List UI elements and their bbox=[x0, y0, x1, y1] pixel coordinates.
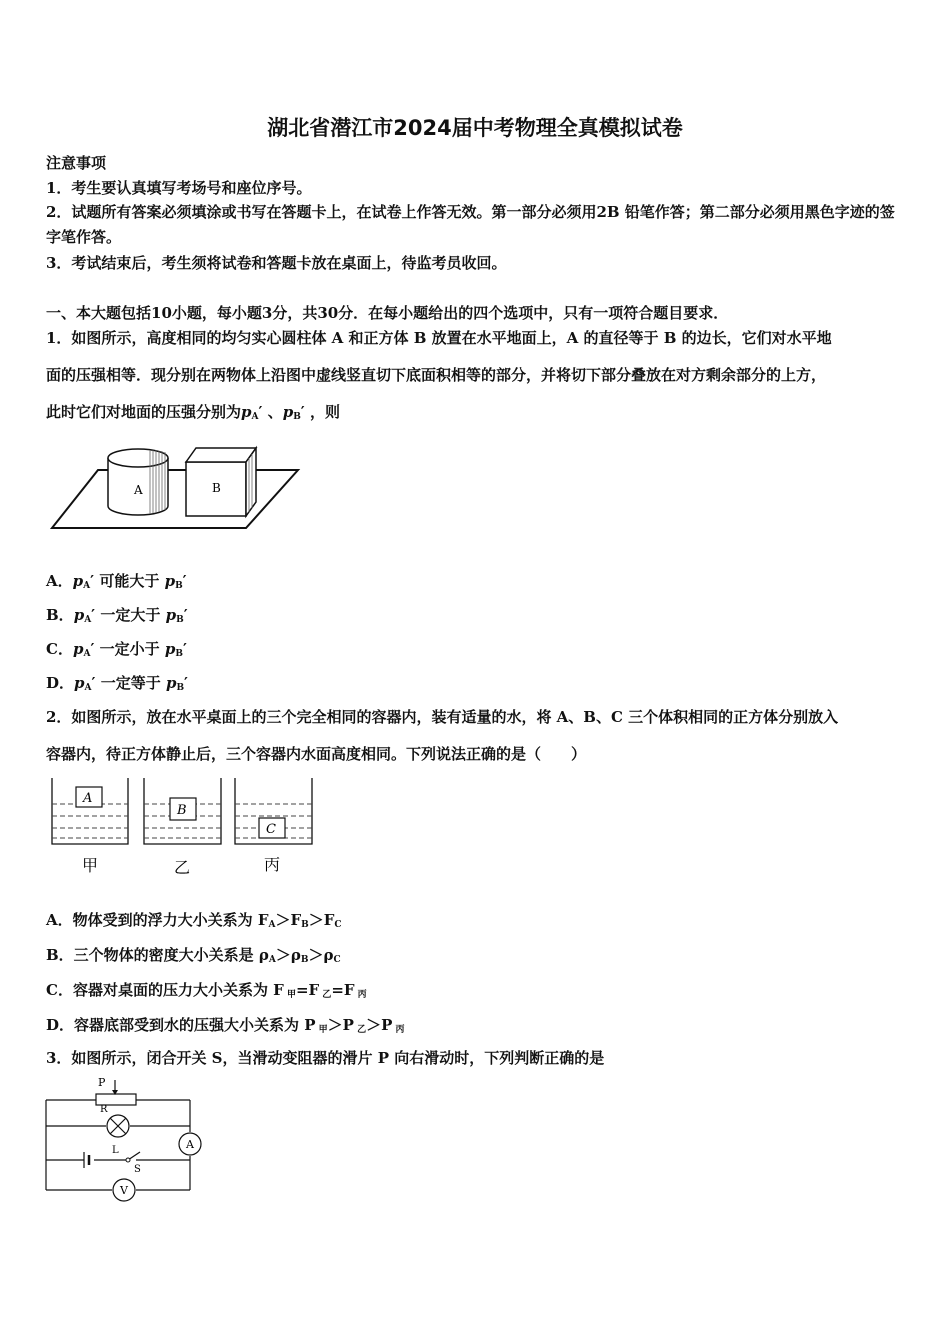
q3-label-l: L bbox=[112, 1145, 119, 1156]
q3-stem: 3．如图所示，闭合开关 S，当滑动变阻器的滑片 P 向右滑动时，下列判断正确的是 bbox=[46, 1049, 605, 1067]
q2-block-a: A bbox=[83, 791, 93, 806]
q1-stem-line: 1．如图所示，高度相同的均匀实心圆柱体 A 和正方体 B 放置在水平地面上，A 的直径等于 B 的边长，它们对水平地 bbox=[46, 329, 832, 347]
q3-label-p: P bbox=[98, 1076, 106, 1089]
q1-stem-line: 面的压强相等．现分别在两物体上沿图中虚线竖直切下底面积相等的部分，并将切下部分叠放在对方剩余部分的上方， bbox=[46, 366, 827, 384]
notice-item: 3．考试结束后，考生须将试卷和答题卡放在桌面上，待监考员收回。 bbox=[46, 254, 507, 272]
q3-label-s: S bbox=[134, 1164, 141, 1175]
q2-label-jia: 甲 bbox=[82, 856, 99, 875]
notice-heading: 注意事项 bbox=[46, 154, 107, 172]
ammeter-label: A bbox=[186, 1138, 194, 1151]
q1-fig-label-a: A bbox=[134, 483, 143, 497]
q2-option-b: B．三个物体的密度大小关系是 $\rho_A>\rho_B>\rho_C$ bbox=[46, 946, 341, 965]
q2-option-d: D．容器底部受到水的压强大小关系为 P $_甲$＞P $_乙$＞P $_丙$ bbox=[46, 1016, 405, 1035]
q2-stem-line: 容器内，待正方体静止后，三个容器内水面高度相同。下列说法正确的是（ ） bbox=[46, 745, 587, 763]
q2-stem-line: 2．如图所示，放在水平桌面上的三个完全相同的容器内，装有适量的水，将 A、B、C 三个体积相同的正方体分别放入 bbox=[46, 708, 839, 726]
q1-fig-label-b: B bbox=[212, 481, 221, 495]
q1-figure bbox=[46, 440, 306, 532]
q1-option-a: A．$p_A'$ 可能大于 $p_B'$ bbox=[46, 572, 187, 591]
page-title: 湖北省潜江市2024届中考物理全真模拟试卷 bbox=[267, 116, 683, 140]
notice-item: 2．试题所有答案必须填涂或书写在答题卡上，在试卷上作答无效。第一部分必须用2B 铅笔作答；第二部分必须用黑色字迹的签字笔作答。 bbox=[46, 203, 895, 246]
q1-stem-line: 此时它们对地面的压强分别为$p_A'$ 、$p_B'$ ，则 bbox=[46, 403, 340, 422]
q2-label-bing: 丙 bbox=[264, 855, 281, 874]
q3-label-r: R bbox=[100, 1104, 108, 1115]
q2-block-c: C bbox=[266, 822, 276, 837]
q3-circuit bbox=[40, 1074, 210, 1206]
q2-figure bbox=[46, 776, 326, 878]
q1-option-d: D．$p_A'$ 一定等于 $p_B'$ bbox=[46, 674, 189, 693]
q2-block-b: B bbox=[177, 803, 187, 818]
q2-option-a: A．物体受到的浮力大小关系为 $F_A>F_B>F_C$ bbox=[46, 911, 342, 930]
q1-option-c: C．$p_A'$ 一定小于 $p_B'$ bbox=[46, 640, 187, 659]
q2-label-yi: 乙 bbox=[174, 858, 191, 877]
voltmeter-label: V bbox=[120, 1184, 128, 1197]
q2-option-c: C．容器对桌面的压力大小关系为 F $_甲$=F $_乙$=F $_丙$ bbox=[46, 981, 367, 1000]
section-heading: 一、本大题包括10小题，每小题3分，共30分．在每小题给出的四个选项中，只有一项符合题目要求． bbox=[46, 304, 729, 322]
notice-item: 1．考生要认真填写考场号和座位序号。 bbox=[46, 179, 312, 197]
q1-option-b: B．$p_A'$ 一定大于 $p_B'$ bbox=[46, 606, 188, 625]
